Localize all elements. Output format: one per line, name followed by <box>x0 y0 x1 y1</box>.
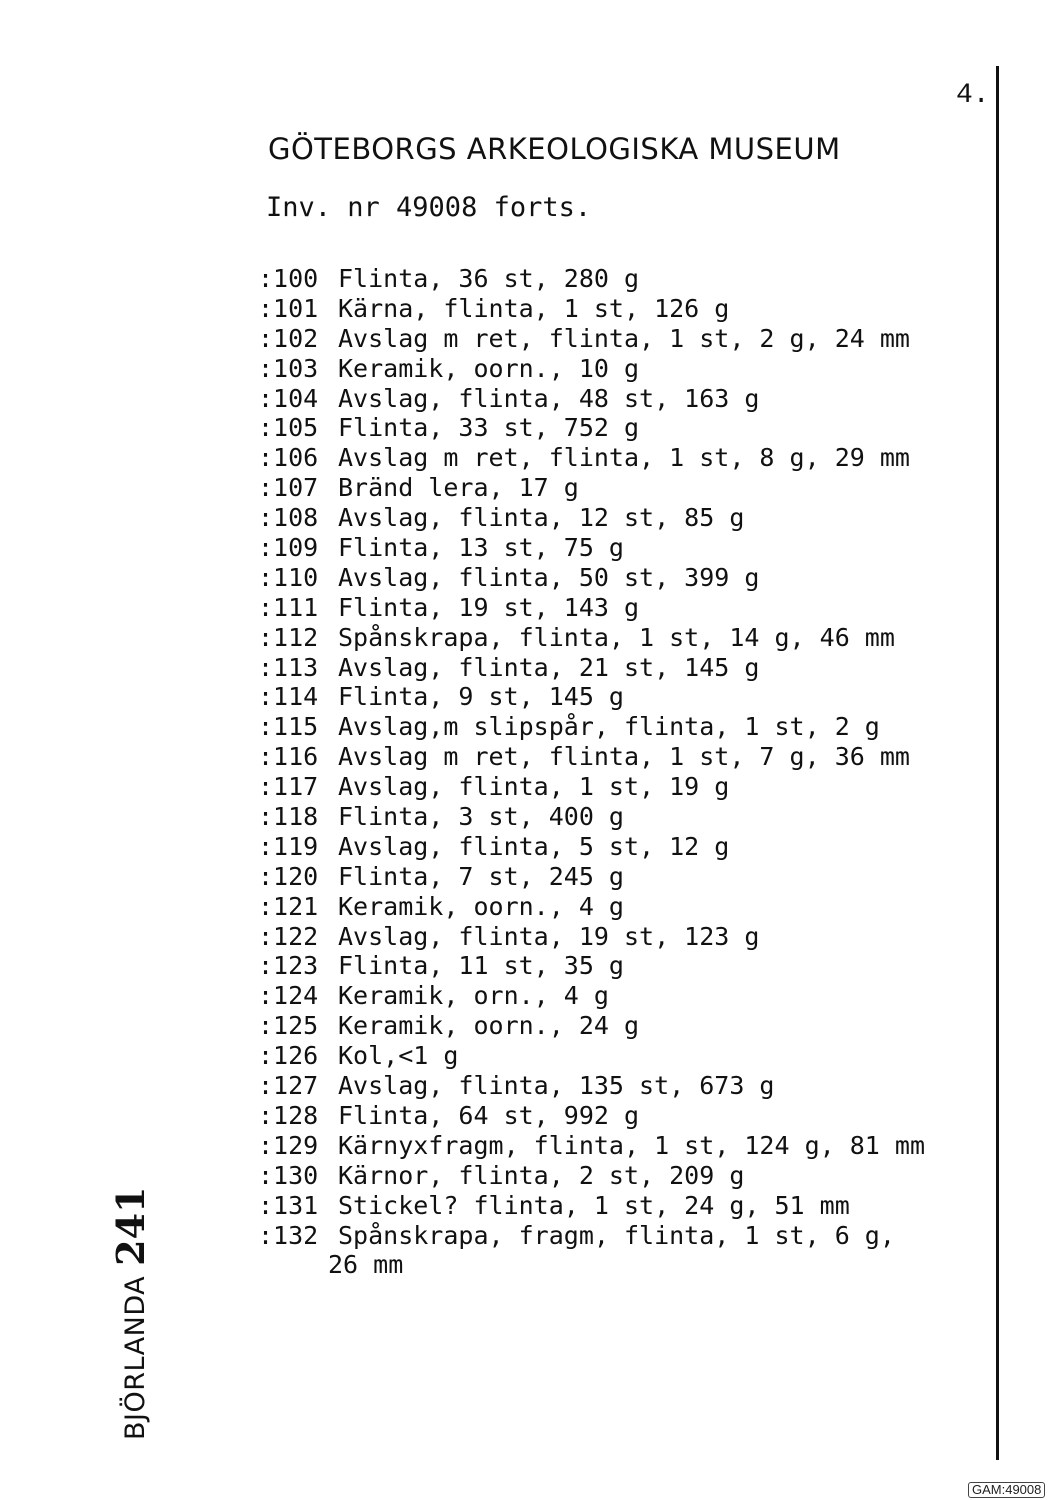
catalog-entry <box>258 1191 925 1221</box>
entry-number: :129 <box>258 1130 319 1160</box>
entry-description: Avslag m ret, flinta, 1 st, 8 g, 29 mm <box>338 443 910 473</box>
entry-description: Flinta, 36 st, 280 g <box>338 264 640 293</box>
entry-number: :110 <box>258 562 319 592</box>
entry-description: Flinta, 9 st, 145 g <box>338 682 624 712</box>
entry-description: Avslag m ret, flinta, 1 st, 2 g, 24 mm <box>338 323 910 353</box>
entry-description: Keramik, orn., 4 g <box>338 981 609 1011</box>
entry-description: Keramik, oorn., 10 g <box>338 353 640 383</box>
entry-description: Spånskrapa, flinta, 1 st, 14 g, 46 mm <box>338 622 895 652</box>
catalog-entry <box>258 563 925 593</box>
entry-number: :109 <box>258 533 319 563</box>
catalog-entry <box>258 1101 925 1131</box>
catalog-entry <box>258 802 925 832</box>
entry-description: Avslag, flinta, 19 st, 123 g <box>338 921 760 951</box>
catalog-entry <box>258 1131 925 1161</box>
catalog-entry <box>258 951 925 981</box>
entry-number: :101 <box>258 293 319 323</box>
entry-number: :107 <box>258 473 319 503</box>
entry-number: :130 <box>258 1160 319 1190</box>
site-stamp <box>108 1187 153 1440</box>
vertical-rule <box>996 66 999 1460</box>
entry-number: :102 <box>258 323 319 353</box>
catalog-entry <box>258 294 925 324</box>
entry-description: Avslag, flinta, 5 st, 12 g <box>338 831 730 861</box>
catalog-entry <box>258 623 925 653</box>
catalog-entry <box>258 981 925 1011</box>
entry-description: Kärna, flinta, 1 st, 126 g <box>338 293 730 323</box>
entry-description: Avslag, flinta, 1 st, 19 g <box>338 772 730 802</box>
entry-description: Flinta, 19 st, 143 g <box>338 592 640 622</box>
catalog-entry <box>258 653 925 683</box>
entry-number: :116 <box>258 742 319 772</box>
entry-description: Avslag, flinta, 135 st, 673 g <box>338 1071 775 1101</box>
catalog-entry <box>258 922 925 952</box>
entry-description: Avslag, flinta, 21 st, 145 g <box>338 652 760 682</box>
site-name: BJÖRLANDA <box>120 1275 151 1440</box>
entry-number: :121 <box>258 891 319 921</box>
entry-description: Flinta, 7 st, 245 g <box>338 861 624 891</box>
entry-number: :111 <box>258 592 319 622</box>
catalog-entry <box>258 533 925 563</box>
entry-number: :105 <box>258 413 319 443</box>
entry-description-continuation: 26 mm <box>328 1250 404 1280</box>
entry-number: :115 <box>258 712 319 742</box>
entry-number: :119 <box>258 831 319 861</box>
catalog-entry <box>258 892 925 922</box>
entry-number: :131 <box>258 1190 319 1220</box>
entry-description: Kärnor, flinta, 2 st, 209 g <box>338 1160 745 1190</box>
catalog-entry <box>258 772 925 802</box>
catalog-entry <box>258 324 925 354</box>
entry-number: :125 <box>258 1011 319 1041</box>
entry-number: :128 <box>258 1100 319 1130</box>
entry-description: Flinta, 13 st, 75 g <box>338 533 624 563</box>
entry-description: Keramik, oorn., 24 g <box>338 1011 640 1041</box>
catalog-entry <box>258 712 925 742</box>
catalog-entry <box>258 354 925 384</box>
entry-number: :117 <box>258 772 319 802</box>
catalog-entry <box>258 264 925 294</box>
entry-description: Avslag, flinta, 48 st, 163 g <box>338 383 760 413</box>
archive-id-label: GAM:49008 <box>968 1482 1045 1498</box>
entry-list <box>258 264 925 1280</box>
entry-number: :124 <box>258 981 319 1011</box>
catalog-entry <box>258 593 925 623</box>
catalog-entry <box>258 1221 925 1281</box>
catalog-entry <box>258 443 925 473</box>
entry-description: Avslag, flinta, 50 st, 399 g <box>338 562 760 592</box>
entry-description: Stickel? flinta, 1 st, 24 g, 51 mm <box>338 1190 850 1220</box>
catalog-entry <box>258 413 925 443</box>
entry-number: :112 <box>258 622 319 652</box>
entry-number: :103 <box>258 353 319 383</box>
entry-number: :106 <box>258 443 319 473</box>
entry-description: Keramik, oorn., 4 g <box>338 891 624 921</box>
entry-number: :100 <box>258 264 319 293</box>
entry-description: Kärnyxfragm, flinta, 1 st, 124 g, 81 mm <box>338 1130 925 1160</box>
catalog-entry <box>258 473 925 503</box>
site-number: 241 <box>108 1186 153 1266</box>
entry-description: Flinta, 33 st, 752 g <box>338 413 640 443</box>
catalog-entry <box>258 1011 925 1041</box>
catalog-entry <box>258 1161 925 1191</box>
entry-description: Flinta, 3 st, 400 g <box>338 802 624 832</box>
entry-description: Flinta, 11 st, 35 g <box>338 951 624 981</box>
inventory-number-line: Inv. nr 49008 forts. <box>266 192 592 223</box>
catalog-entry <box>258 682 925 712</box>
entry-description: Kol,<1 g <box>338 1041 459 1071</box>
entry-number: :108 <box>258 503 319 533</box>
entry-number: :127 <box>258 1071 319 1101</box>
catalog-entry <box>258 503 925 533</box>
entry-description: Avslag,m slipspår, flinta, 1 st, 2 g <box>338 712 880 742</box>
entry-number: :113 <box>258 652 319 682</box>
catalog-entry <box>258 1071 925 1101</box>
entry-number: :132 <box>258 1220 319 1250</box>
entry-description: Avslag, flinta, 12 st, 85 g <box>338 503 745 533</box>
entry-description: Flinta, 64 st, 992 g <box>338 1100 640 1130</box>
entry-number: :122 <box>258 921 319 951</box>
entry-number: :123 <box>258 951 319 981</box>
entry-number: :126 <box>258 1041 319 1071</box>
entry-number: :120 <box>258 861 319 891</box>
catalog-entry <box>258 1041 925 1071</box>
entry-description: Avslag m ret, flinta, 1 st, 7 g, 36 mm <box>338 742 910 772</box>
catalog-entry <box>258 832 925 862</box>
entry-number: :104 <box>258 383 319 413</box>
entry-number: :118 <box>258 802 319 832</box>
entry-description: Bränd lera, 17 g <box>338 473 579 503</box>
entry-number: :114 <box>258 682 319 712</box>
museum-header: GÖTEBORGS ARKEOLOGISKA MUSEUM <box>268 132 841 166</box>
catalog-entry <box>258 862 925 892</box>
catalog-entry <box>258 742 925 772</box>
entry-description: Spånskrapa, fragm, flinta, 1 st, 6 g, <box>338 1220 895 1250</box>
page-number: 4. <box>956 80 990 111</box>
catalog-entry <box>258 384 925 414</box>
